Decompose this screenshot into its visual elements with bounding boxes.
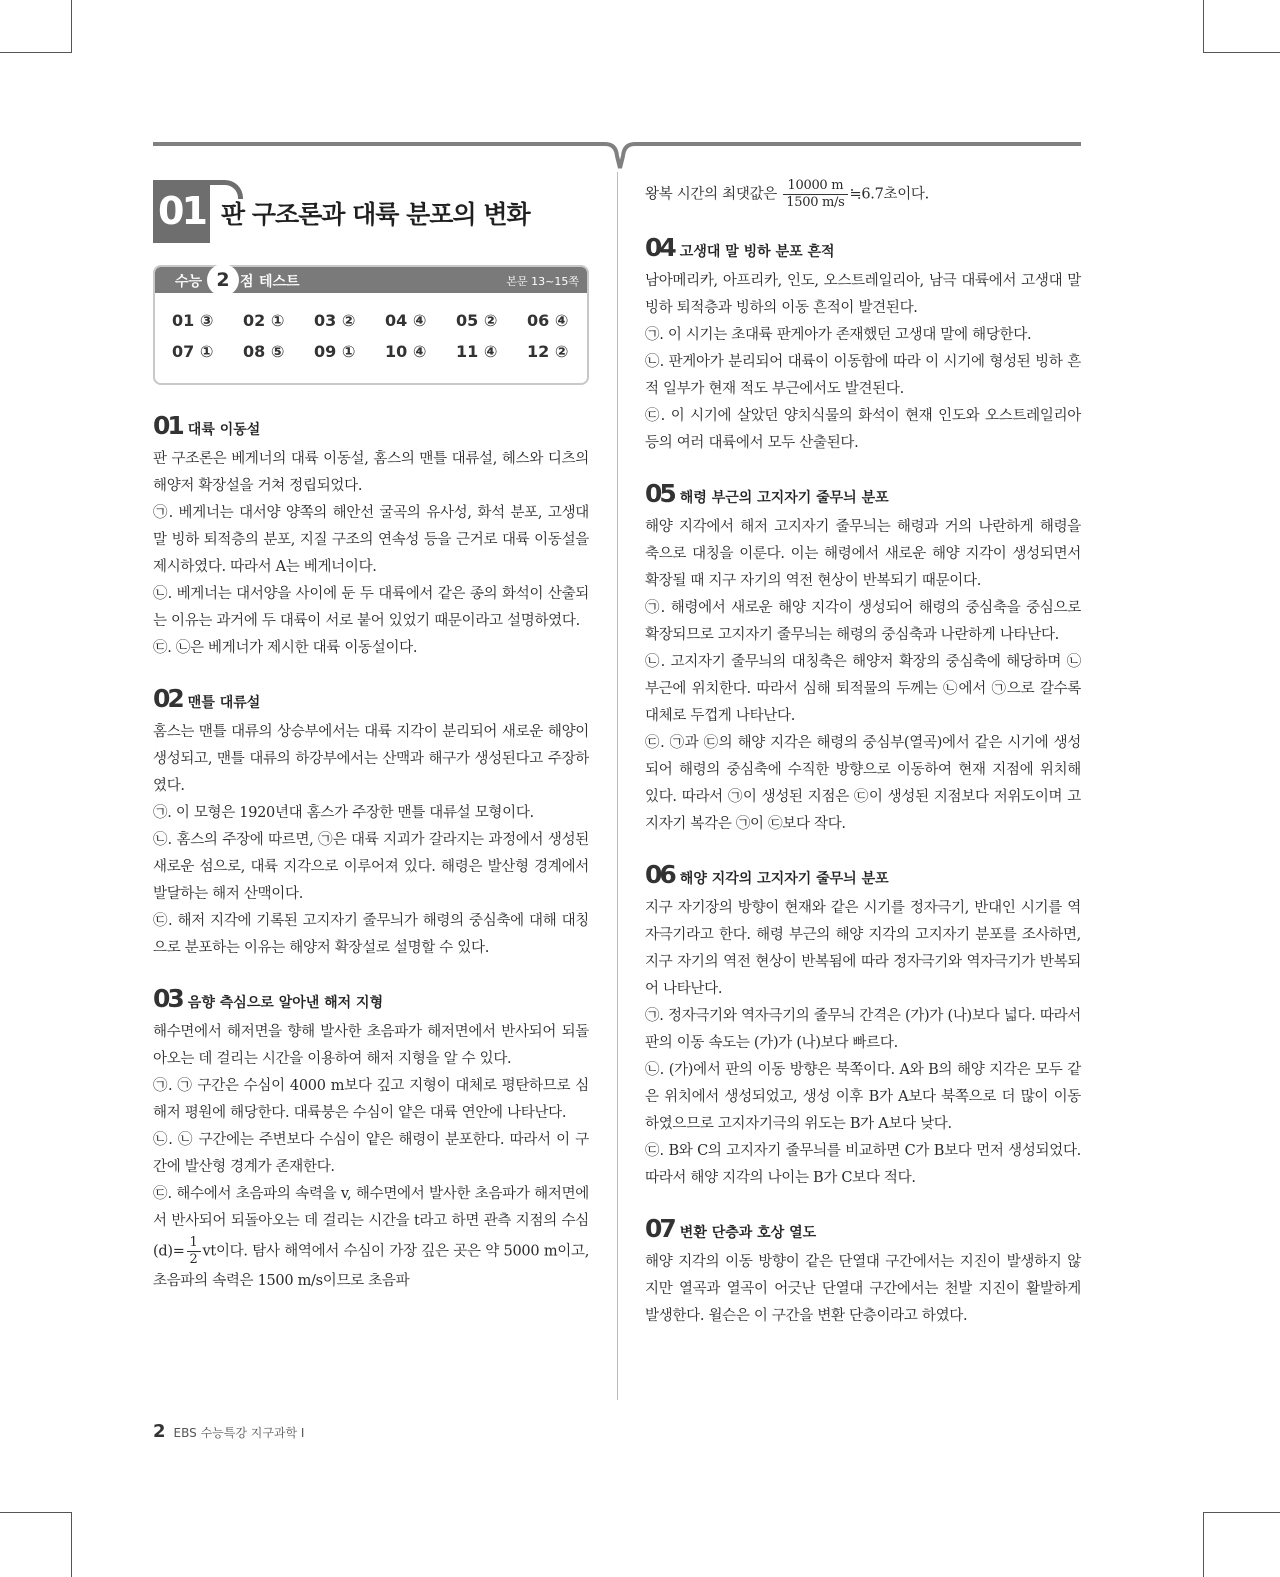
fraction-denominator: 2 xyxy=(189,1252,198,1267)
question-title: 음향 측심으로 알아낸 해저 지형 xyxy=(187,995,384,1011)
question-number: 04 xyxy=(645,233,674,262)
answer-item: 07 ① xyxy=(172,342,214,361)
continued-text-suffix: ≒6.7초이다. xyxy=(849,186,929,203)
explanation-paragraph: ㉢. ㉡은 베게너가 제시한 대륙 이동설이다. xyxy=(153,640,418,656)
continued-paragraph xyxy=(645,178,1081,211)
question-title: 해령 부근의 고지자기 줄무늬 분포 xyxy=(679,490,889,506)
time-fraction xyxy=(783,178,847,211)
answer-item: 09 ① xyxy=(314,342,356,361)
answer-grid xyxy=(172,311,577,361)
explanation-paragraph: ㉠. ㉠ 구간은 수심이 4000 m보다 깊고 지형이 대체로 평탄하므로 심해저 평원에 해당한다. 대륙붕은 수심이 얕은 대륙 연안에 나타난다. xyxy=(153,1078,589,1121)
explanation-paragraph: ㉡. 고지자기 줄무늬의 대칭축은 해양저 확장의 중심축에 해당하며 ㉡ 부근에 위치한다. 따라서 심해 퇴적물의 두께는 ㉡에서 ㉠으로 갈수록 대체로 두껍게 나타난다. xyxy=(645,654,1081,724)
question-heading xyxy=(645,860,1081,889)
question-title: 대륙 이동설 xyxy=(187,422,261,438)
explanation-paragraph: ㉡. 홈스의 주장에 따르면, ㉠은 대륙 지괴가 갈라지는 과정에서 생성된 새로운 섬으로, 대륙 지각으로 이루어져 있다. 해령은 발산형 경계에서 발달하는 해저 산맥이다. xyxy=(153,832,589,902)
answer-box-label: 수능 xyxy=(175,274,203,290)
question-title: 변환 단층과 호상 열도 xyxy=(679,1225,817,1241)
question-heading xyxy=(645,479,1081,508)
fraction-numerator: 1 xyxy=(187,1235,201,1252)
answer-item: 08 ⑤ xyxy=(243,342,285,361)
question-number: 02 xyxy=(153,684,182,713)
explanation-paragraph: ㉠. 정자극기와 역자극기의 줄무늬 간격은 (가)가 (나)보다 넓다. 따라서 판의 이동 속도는 (가)가 (나)보다 빠르다. xyxy=(645,1008,1081,1051)
fraction-half xyxy=(187,1235,201,1268)
explanation-paragraph: 지구 자기장의 방향이 현재와 같은 시기를 정자극기, 반대인 시기를 역자극기라고 한다. 해령 부근의 해양 지각의 고지자기 분포를 조사하면, 지구 자기의 역전 현상이 반복됨에 따라 정자극기와 역자극기가 반복되어 나타난다. xyxy=(645,900,1081,997)
explanation-paragraph: 해양 지각에서 해저 고지자기 줄무늬는 해령과 거의 나란하게 해령을 축으로 대칭을 이룬다. 이는 해령에서 새로운 해양 지각이 생성되면서 확장될 때 지구 자기의 역전 현상이 반복되기 때문이다. xyxy=(645,519,1081,589)
fraction-denominator: 1500 m/s xyxy=(786,195,845,210)
answer-item: 10 ④ xyxy=(385,342,427,361)
question-heading xyxy=(153,411,589,440)
question-heading xyxy=(645,233,1081,262)
question-number: 07 xyxy=(645,1214,674,1243)
question-number: 03 xyxy=(153,984,182,1013)
explanation-paragraph: ㉢. ㉠과 ㉢의 해양 지각은 해령의 중심부(열곡)에서 같은 시기에 생성되어 해령의 중심축에 수직한 방향으로 이동하여 현재 지점에 위치해 있다. 따라서 ㉠이 생성된 지점은 ㉢이 생성된 지점보다 저위도이며 고지자기 복각은 ㉠이 ㉢보다 작다. xyxy=(645,735,1081,832)
answer-item: 12 ② xyxy=(527,342,569,361)
question-heading xyxy=(153,984,589,1013)
left-column xyxy=(153,175,589,1317)
explanation-paragraph: ㉡. 베게너는 대서양을 사이에 둔 두 대륙에서 같은 종의 화석이 산출되는 이유는 과거에 두 대륙이 서로 붙어 있었기 때문이라고 설명하였다. xyxy=(153,586,589,629)
answer-item: 11 ④ xyxy=(456,342,498,361)
question-heading xyxy=(645,1214,1081,1243)
crop-mark xyxy=(1203,0,1204,52)
page-footer xyxy=(153,1421,304,1442)
right-column xyxy=(645,178,1081,1352)
explanation-paragraph: ㉠. 해령에서 새로운 해양 지각이 생성되어 해령의 중심축을 중심으로 확장되므로 고지자기 줄무늬는 해령의 중심축과 나란하게 나타난다. xyxy=(645,600,1081,643)
explanation-paragraph: ㉠. 이 시기는 초대륙 판게아가 존재했던 고생대 말에 해당한다. xyxy=(645,327,1032,343)
explanation-paragraph: ㉠. 베게너는 대서양 양쪽의 해안선 굴곡의 유사성, 화석 분포, 고생대 말 빙하 퇴적층의 분포, 지질 구조의 연속성 등을 근거로 대륙 이동설을 제시하였다. 따라서 A는 베게너이다. xyxy=(153,505,589,575)
explanation-paragraph: ㉢. 이 시기에 살았던 양치식물의 화석이 현재 인도와 오스트레일리아 등의 여러 대륙에서 모두 산출된다. xyxy=(645,408,1081,451)
book-title: EBS 수능특강 지구과학 I xyxy=(173,1426,305,1440)
question-06 xyxy=(645,860,1081,1192)
explanation-paragraph: 해수면에서 해저면을 향해 발사한 초음파가 해저면에서 반사되어 되돌아오는 데 걸리는 시간을 이용하여 해저 지형을 알 수 있다. xyxy=(153,1024,589,1067)
answer-box-test-label: 테스트 xyxy=(259,274,300,290)
formula-text-after: vt이다. 탐사 해역에서 수심이 가장 깊은 곳은 약 5000 m이고, 초음파의 속력은 1500 m/s이므로 초음파 xyxy=(153,1243,589,1289)
question-03 xyxy=(153,984,589,1295)
explanation-paragraph: 판 구조론은 베게너의 대륙 이동설, 홈스의 맨틀 대류설, 헤스와 디츠의 해양저 확장설을 거쳐 정립되었다. xyxy=(153,451,589,494)
explanation-paragraph: ㉠. 이 모형은 1920년대 홈스가 주장한 맨틀 대류설 모형이다. xyxy=(153,805,534,821)
explanation-paragraph: ㉡. (가)에서 판의 이동 방향은 북쪽이다. A와 B의 해양 지각은 모두 같은 위치에서 생성되었고, 생성 이후 B가 A보다 북쪽으로 더 많이 이동하였으므로 고지자기극의 위도는 B가 A보다 낮다. xyxy=(645,1062,1081,1132)
crop-mark xyxy=(1203,52,1280,53)
question-title: 맨틀 대류설 xyxy=(187,695,261,711)
answer-box-point-badge: 2 xyxy=(207,264,239,296)
explanation-paragraph: ㉡. ㉡ 구간에는 주변보다 수심이 얕은 해령이 분포한다. 따라서 이 구간에 발산형 경계가 존재한다. xyxy=(153,1132,589,1175)
chapter-title: 판 구조론과 대륙 분포의 변화 xyxy=(221,200,530,229)
crop-mark xyxy=(0,1512,72,1513)
question-number: 06 xyxy=(645,860,674,889)
question-number: 01 xyxy=(153,411,182,440)
question-01 xyxy=(153,411,589,662)
explanation-paragraph: 해양 지각의 이동 방향이 같은 단열대 구간에서는 지진이 발생하지 않지만 열곡과 열곡이 어긋난 단열대 구간에서는 천발 지진이 활발하게 발생한다. 윌슨은 이 구간을 변환 단층이라고 하였다. xyxy=(645,1254,1081,1324)
crop-mark xyxy=(1203,1512,1280,1513)
crop-mark xyxy=(71,1512,72,1577)
explanation-paragraph-with-formula xyxy=(153,1181,589,1295)
answer-item: 02 ① xyxy=(243,311,285,330)
question-02 xyxy=(153,684,589,962)
page-number: 2 xyxy=(153,1421,166,1442)
chapter-number: 01 xyxy=(153,180,210,243)
answer-item: 05 ② xyxy=(456,311,498,330)
fraction-numerator: 10000 m xyxy=(783,178,847,195)
explanation-paragraph: 홈스는 맨틀 대류의 상승부에서는 대륙 지각이 분리되어 새로운 해양이 생성되고, 맨틀 대류의 하강부에서는 산맥과 해구가 생성된다고 주장하였다. xyxy=(153,724,589,794)
question-07 xyxy=(645,1214,1081,1330)
question-04 xyxy=(645,233,1081,457)
column-divider xyxy=(617,172,618,1400)
formula-text-before: ㉢. 해수에서 초음파의 속력을 v, 해수면에서 발사한 초음파가 해저면에서 반사되어 되돌아오는 데 걸리는 시간을 t라고 하면 관측 지점의 수심(d)= xyxy=(153,1186,589,1260)
question-title: 고생대 말 빙하 분포 흔적 xyxy=(679,244,835,260)
question-heading xyxy=(153,684,589,713)
answer-box-header xyxy=(155,267,587,293)
answer-item: 01 ③ xyxy=(172,311,214,330)
answer-item: 03 ② xyxy=(314,311,356,330)
explanation-paragraph: ㉡. 판게아가 분리되어 대륙이 이동함에 따라 이 시기에 형성된 빙하 흔적 일부가 현재 적도 부근에서도 발견된다. xyxy=(645,354,1081,397)
crop-mark xyxy=(0,52,72,53)
question-05 xyxy=(645,479,1081,838)
answer-box-point-label: 점 xyxy=(240,274,254,290)
answer-box-reference: 본문 13~15쪽 xyxy=(506,275,579,288)
explanation-paragraph: ㉢. 해저 지각에 기록된 고지자기 줄무늬가 해령의 중심축에 대해 대칭으로 분포하는 이유는 해양저 확장설로 설명할 수 있다. xyxy=(153,913,589,956)
explanation-paragraph: 남아메리카, 아프리카, 인도, 오스트레일리아, 남극 대륙에서 고생대 말 빙하 퇴적층과 빙하의 이동 흔적이 발견된다. xyxy=(645,273,1081,316)
crop-mark xyxy=(1203,1512,1204,1577)
answer-item: 04 ④ xyxy=(385,311,427,330)
answer-box xyxy=(153,265,589,385)
explanation-paragraph: ㉢. B와 C의 고지자기 줄무늬를 비교하면 C가 B보다 먼저 생성되었다. 따라서 해양 지각의 나이는 B가 C보다 적다. xyxy=(645,1143,1081,1186)
answer-item: 06 ④ xyxy=(527,311,569,330)
question-number: 05 xyxy=(645,479,674,508)
chapter-header xyxy=(153,175,589,245)
crop-mark xyxy=(71,0,72,52)
question-title: 해양 지각의 고지자기 줄무늬 분포 xyxy=(679,871,889,887)
continued-text-prefix: 왕복 시간의 최댓값은 xyxy=(645,186,777,203)
header-rule xyxy=(153,140,1081,172)
